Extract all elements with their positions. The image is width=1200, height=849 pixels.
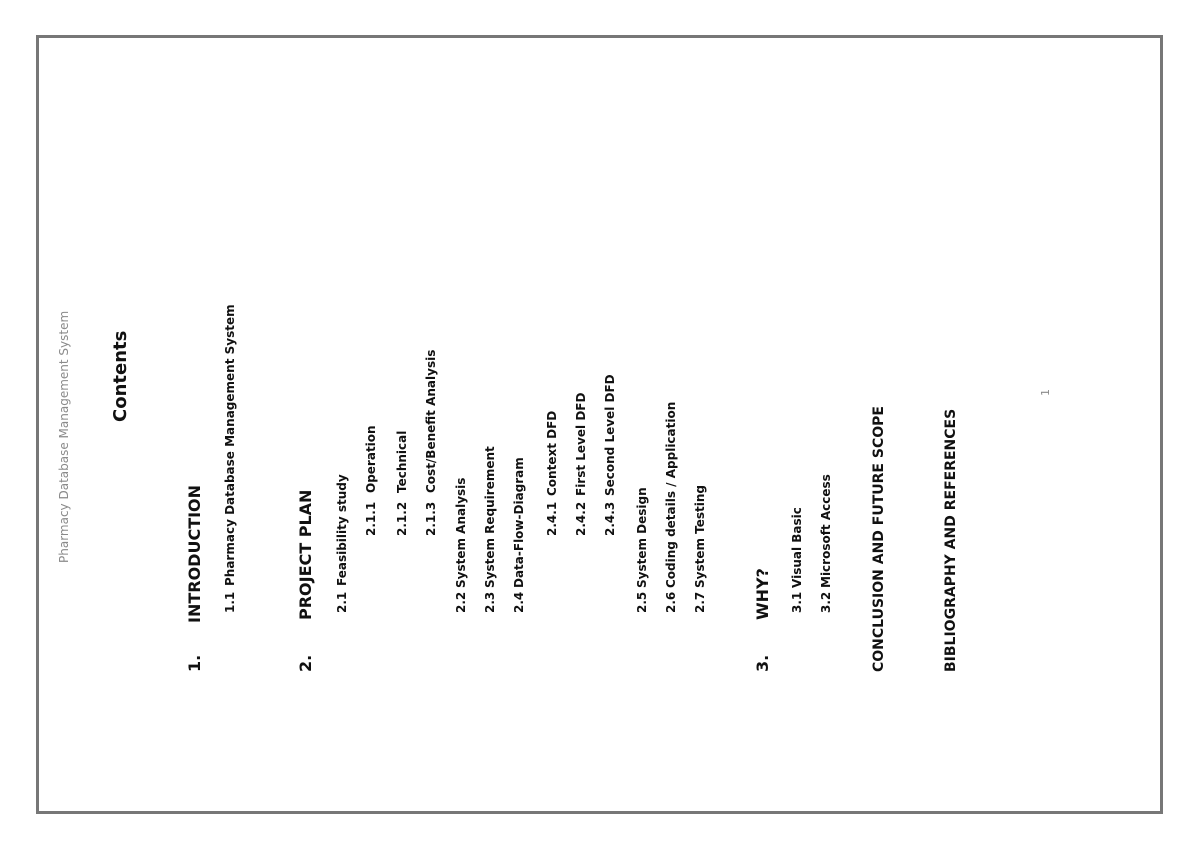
contents-title: Contents	[110, 330, 131, 422]
toc-number: 2.2	[454, 591, 468, 613]
toc-entry-2-5[interactable]	[636, 487, 648, 613]
toc-title: Coding details / Application	[664, 401, 678, 588]
toc-number: 2.4.3	[603, 501, 617, 536]
toc-title: Second Level DFD	[603, 374, 617, 496]
toc-title: Microsoft Access	[819, 474, 833, 588]
toc-number: 2.5	[635, 591, 649, 613]
toc-title: First Level DFD	[574, 392, 588, 496]
toc-entry-2-6[interactable]	[665, 402, 677, 613]
toc-entry-2-4-3[interactable]	[604, 374, 616, 536]
toc-entry-2-4[interactable]	[513, 457, 525, 613]
toc-entry-1-1[interactable]	[224, 304, 236, 613]
toc-title: System Requirement	[483, 446, 497, 588]
toc-title: System Testing	[693, 484, 707, 588]
toc-number: 3.2	[819, 591, 833, 613]
toc-title: Pharmacy Database Management System	[223, 304, 237, 586]
toc-entry-2-3[interactable]	[484, 446, 496, 613]
toc-entry-2-7[interactable]	[694, 485, 706, 613]
toc-title: Feasibility study	[335, 474, 349, 586]
toc-title: Visual Basic	[790, 507, 804, 588]
toc-number: 2.4.2	[574, 501, 588, 536]
toc-number: 2.1.1	[364, 501, 378, 536]
toc-title: Cost/Benefit Analysis	[424, 349, 438, 493]
toc-number: 1.	[185, 654, 204, 672]
toc-number: 3.	[753, 654, 772, 672]
toc-entry-2[interactable]	[298, 490, 314, 672]
toc-title: Data-Flow-Diagram	[512, 457, 526, 588]
page-border	[36, 35, 1163, 814]
toc-entry-2-4-2[interactable]	[575, 393, 587, 536]
toc-entry-3-2[interactable]	[820, 474, 832, 613]
toc-number: 3.1	[790, 591, 804, 613]
page-number: 1	[1039, 389, 1052, 396]
toc-title: System Analysis	[454, 477, 468, 588]
toc-number: 2.1.2	[395, 501, 409, 536]
toc-number: 2.1.3	[424, 501, 438, 536]
toc-entry-2-4-1[interactable]	[546, 411, 558, 536]
toc-number: 1.1	[223, 591, 237, 613]
toc-title: Operation	[364, 425, 378, 493]
toc-entry-2-2[interactable]	[455, 478, 467, 613]
toc-entry-3[interactable]	[755, 568, 771, 672]
toc-title: Context DFD	[545, 410, 559, 496]
toc-title: PROJECT PLAN	[296, 489, 315, 620]
toc-entry-2-1-2[interactable]	[396, 431, 408, 536]
toc-entry-1[interactable]	[187, 485, 203, 672]
toc-title: Technical	[395, 430, 409, 493]
toc-number: 2.4.1	[545, 501, 559, 536]
toc-number: 2.6	[664, 591, 678, 613]
toc-entry-2-1-3[interactable]	[425, 350, 437, 536]
toc-title: INTRODUCTION	[185, 484, 204, 623]
toc-number: 2.4	[512, 591, 526, 613]
running-header: Pharmacy Database Management System	[57, 310, 71, 563]
toc-title: System Design	[635, 487, 649, 588]
toc-number: 2.3	[483, 591, 497, 613]
toc-entry-conclusion[interactable]: CONCLUSION AND FUTURE SCOPE	[871, 406, 887, 672]
toc-number: 2.	[296, 654, 315, 672]
toc-entry-2-1-1[interactable]	[365, 425, 377, 536]
toc-number: 2.1	[335, 591, 349, 613]
toc-entry-3-1[interactable]	[791, 507, 803, 613]
toc-entry-2-1[interactable]	[336, 474, 348, 613]
toc-title: WHY?	[753, 568, 772, 620]
toc-entry-bibliography[interactable]: BIBLIOGRAPHY AND REFERENCES	[943, 408, 959, 672]
toc-number: 2.7	[693, 591, 707, 613]
